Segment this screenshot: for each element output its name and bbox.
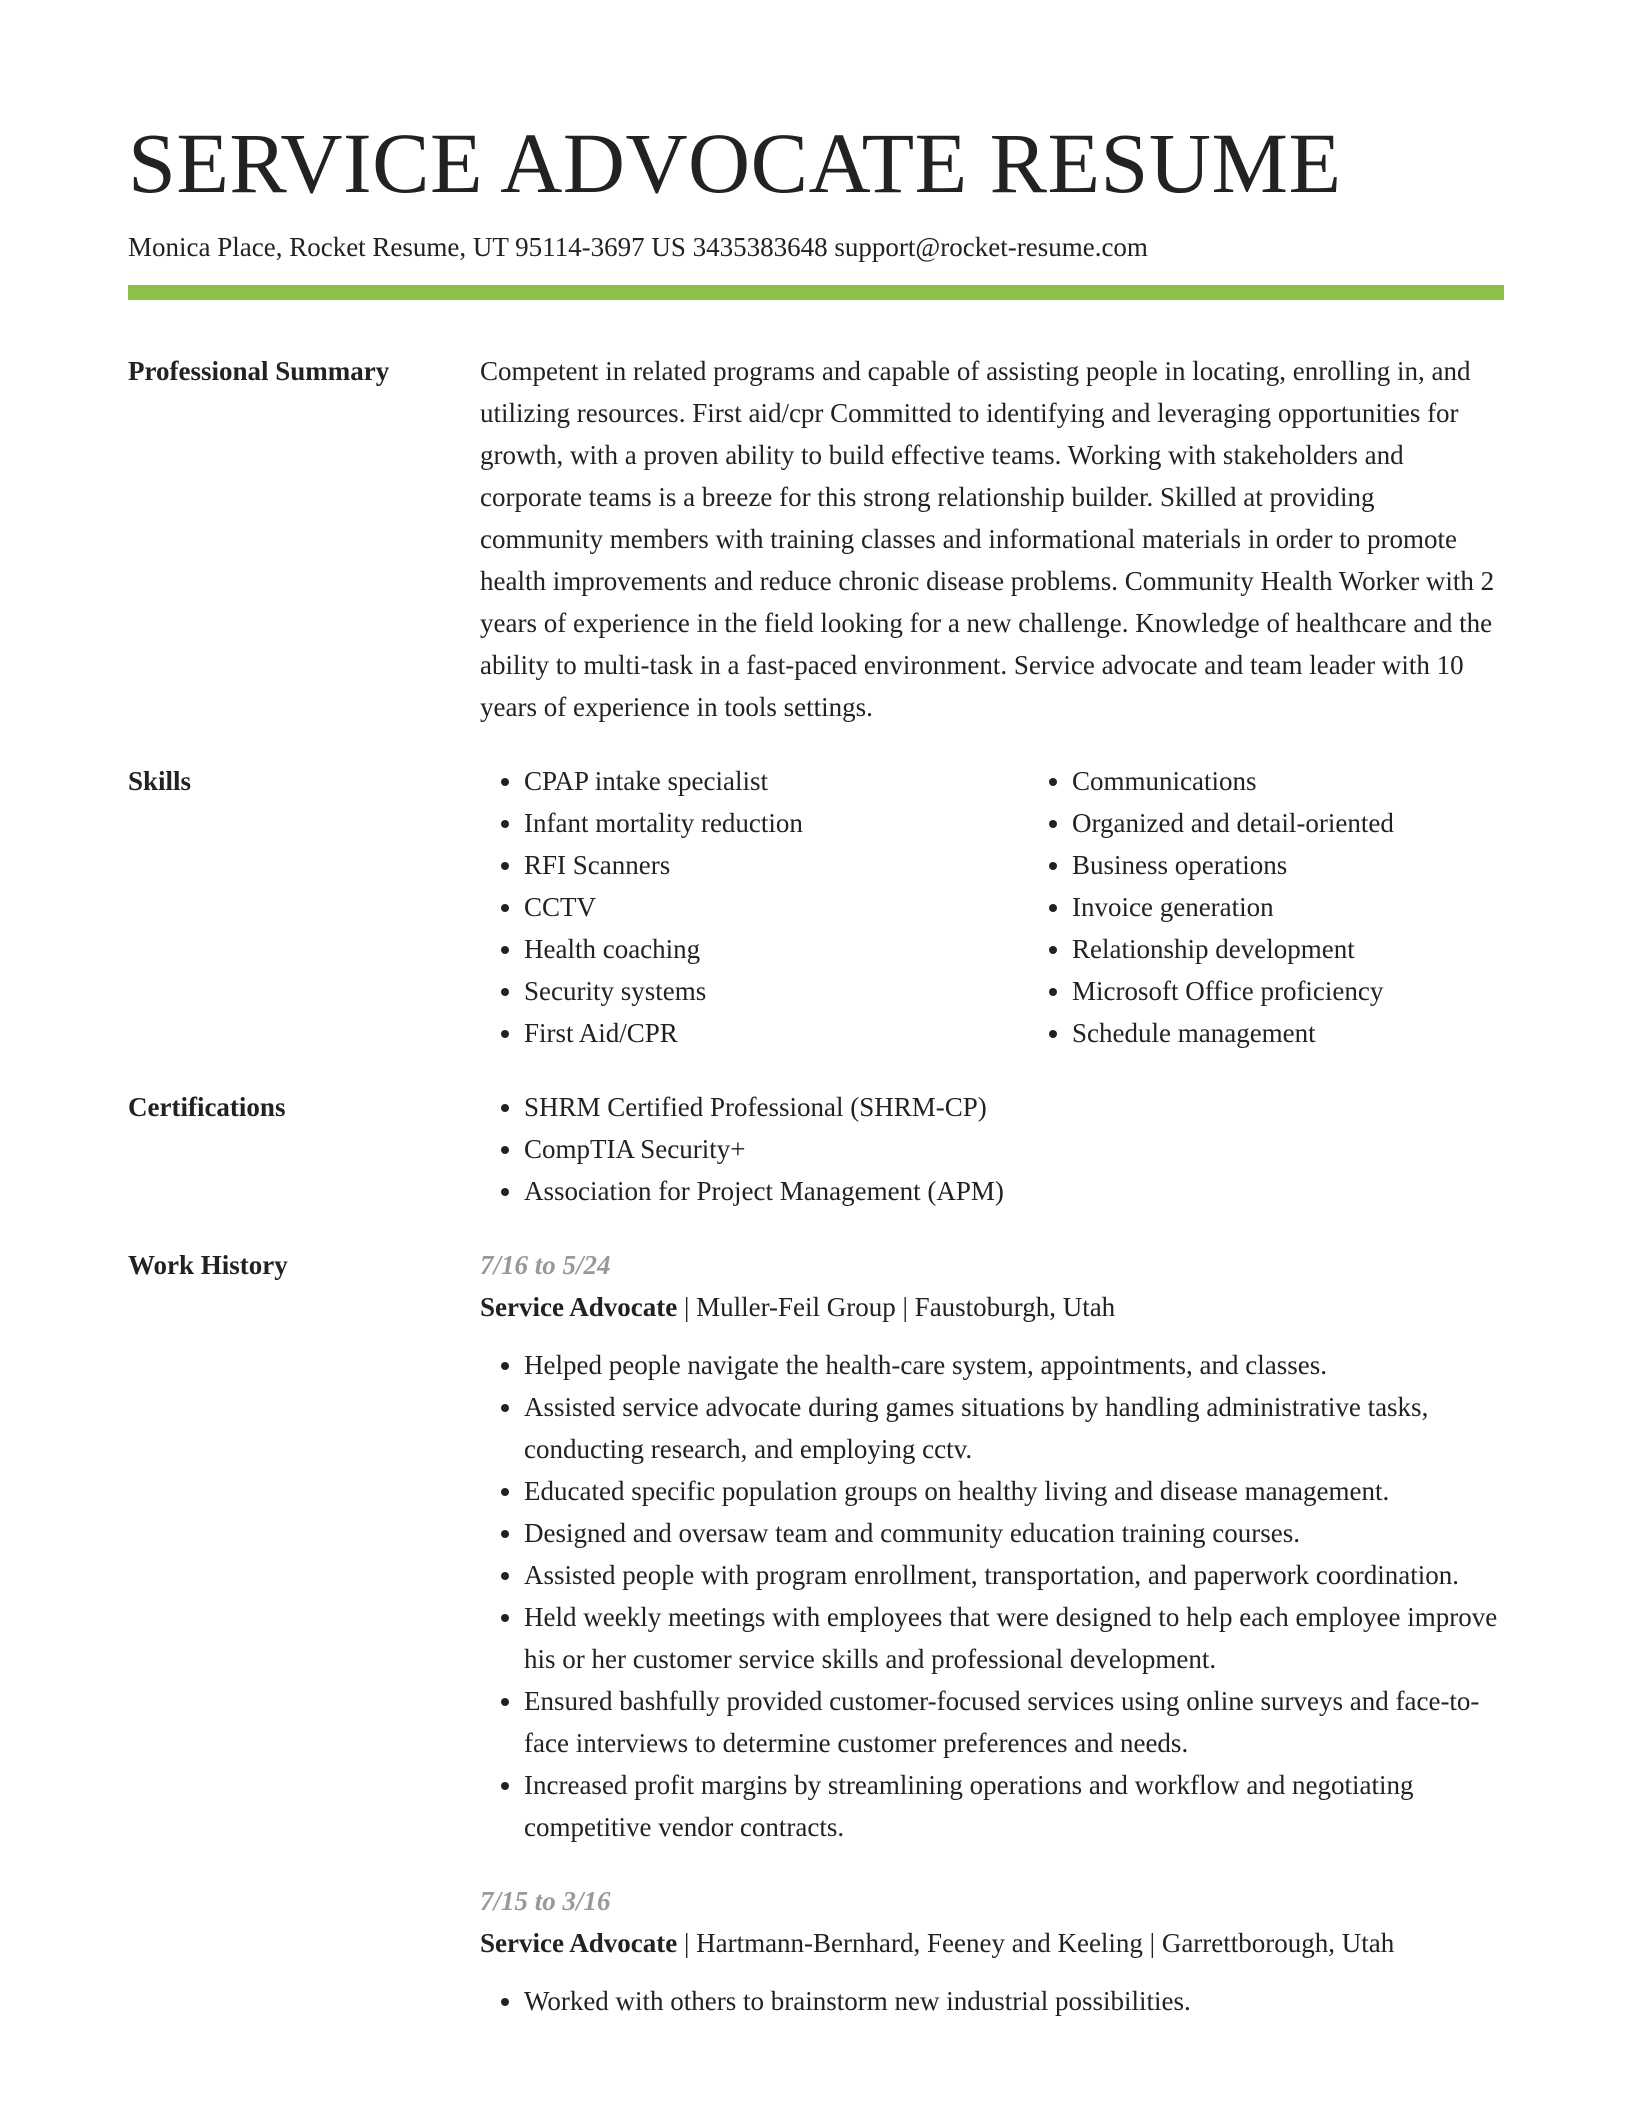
summary-text: Competent in related programs and capable of assisting people in locating, enrolling in, and utilizing resources. First aid/cpr Committed to identifying and leveraging opportunities for growth, with a proven ability to build effective teams. Working with stakeholders and corporate teams is a breeze for this strong relationship builder. Skilled at providing community members with training classes and informational materials in order to promote health improvements and reduce chronic disease problems. Community Health Worker with 2 years of experience in the field looking for a new challenge. Knowledge of healthcare and the ability to multi-task in a fast-paced environment. Service advocate and team leader with 10 years of experience in tools settings. [480, 356, 1495, 723]
certifications-body [480, 1086, 1504, 1212]
section-professional-summary [128, 350, 1504, 728]
job-bullets [480, 1980, 1504, 2022]
certification-item: • Association for Project Management (APM) [524, 1170, 1504, 1212]
job-title: Service Advocate [480, 1928, 678, 1959]
job-bullet: • Worked with others to brainstorm new industrial possibilities. [524, 1980, 1504, 2022]
section-certifications [128, 1086, 1504, 1212]
skill-item: • CCTV [524, 886, 1028, 928]
job-bullet: • Assisted people with program enrollment, transportation, and paperwork coordination. [524, 1554, 1504, 1596]
skill-item: • Invoice generation [1072, 886, 1576, 928]
skill-item: • Microsoft Office proficiency [1072, 970, 1576, 1012]
job-entry [480, 1880, 1504, 2022]
skill-item: • Health coaching [524, 928, 1028, 970]
job-bullet: • Ensured bashfully provided customer-focused services using online surveys and face-to-face interviews to determine customer preferences and needs. [524, 1680, 1504, 1764]
skill-item: • Business operations [1072, 844, 1576, 886]
skills-list-right [1028, 760, 1576, 1054]
skill-item: • Infant mortality reduction [524, 802, 1028, 844]
job-bullet: • Designed and oversaw team and community education training courses. [524, 1512, 1504, 1554]
section-label-skills: Skills [128, 766, 192, 797]
contact-line: Monica Place, Rocket Resume, UT 95114-3697 US 3435383648 support@rocket-resume.com [128, 232, 1148, 262]
certifications-list [480, 1086, 1504, 1212]
job-bullets [480, 1344, 1504, 1848]
skill-item: • Organized and detail-oriented [1072, 802, 1576, 844]
section-label-certifications: Certifications [128, 1092, 286, 1123]
job-heading [480, 1286, 1504, 1328]
accent-divider [128, 285, 1504, 300]
job-bullet: • Increased profit margins by streamlining operations and workflow and negotiating competitive vendor contracts. [524, 1764, 1504, 1848]
section-skills [128, 760, 1504, 1054]
skill-item: • Schedule management [1072, 1012, 1576, 1054]
skill-item: • Communications [1072, 760, 1576, 802]
job-title: Service Advocate [480, 1292, 678, 1323]
job-bullet: • Assisted service advocate during games situations by handling administrative tasks, conducting research, and employing cctv. [524, 1386, 1504, 1470]
resume-title: SERVICE ADVOCATE RESUME [128, 115, 1342, 211]
skill-item: • CPAP intake specialist [524, 760, 1028, 802]
skill-item: • First Aid/CPR [524, 1012, 1028, 1054]
job-date: 7/16 to 5/24 [480, 1250, 611, 1281]
section-label-work-history: Work History [128, 1250, 288, 1281]
skills-list-left [480, 760, 1028, 1054]
skill-item: • RFI Scanners [524, 844, 1028, 886]
job-entry [480, 1244, 1504, 1848]
job-date: 7/15 to 3/16 [480, 1886, 611, 1917]
skill-item: • Security systems [524, 970, 1028, 1012]
certification-item: • CompTIA Security+ [524, 1128, 1504, 1170]
certification-item: • SHRM Certified Professional (SHRM-CP) [524, 1086, 1504, 1128]
job-bullet: • Held weekly meetings with employees that were designed to help each employee improve his or her customer service skills and professional development. [524, 1596, 1504, 1680]
job-heading [480, 1922, 1504, 1964]
skills-columns [480, 760, 1576, 1054]
section-label-summary: Professional Summary [128, 356, 390, 387]
work-history-body [480, 1244, 1504, 2022]
job-bullet: • Helped people navigate the health-care system, appointments, and classes. [524, 1344, 1504, 1386]
job-details: | Hartmann-Bernhard, Feeney and Keeling | Garrettborough, Utah [677, 1928, 1395, 1959]
skill-item: • Relationship development [1072, 928, 1576, 970]
section-work-history [128, 1244, 1504, 2022]
job-details: | Muller-Feil Group | Faustoburgh, Utah [677, 1292, 1116, 1323]
job-bullet: • Educated specific population groups on healthy living and disease management. [524, 1470, 1504, 1512]
